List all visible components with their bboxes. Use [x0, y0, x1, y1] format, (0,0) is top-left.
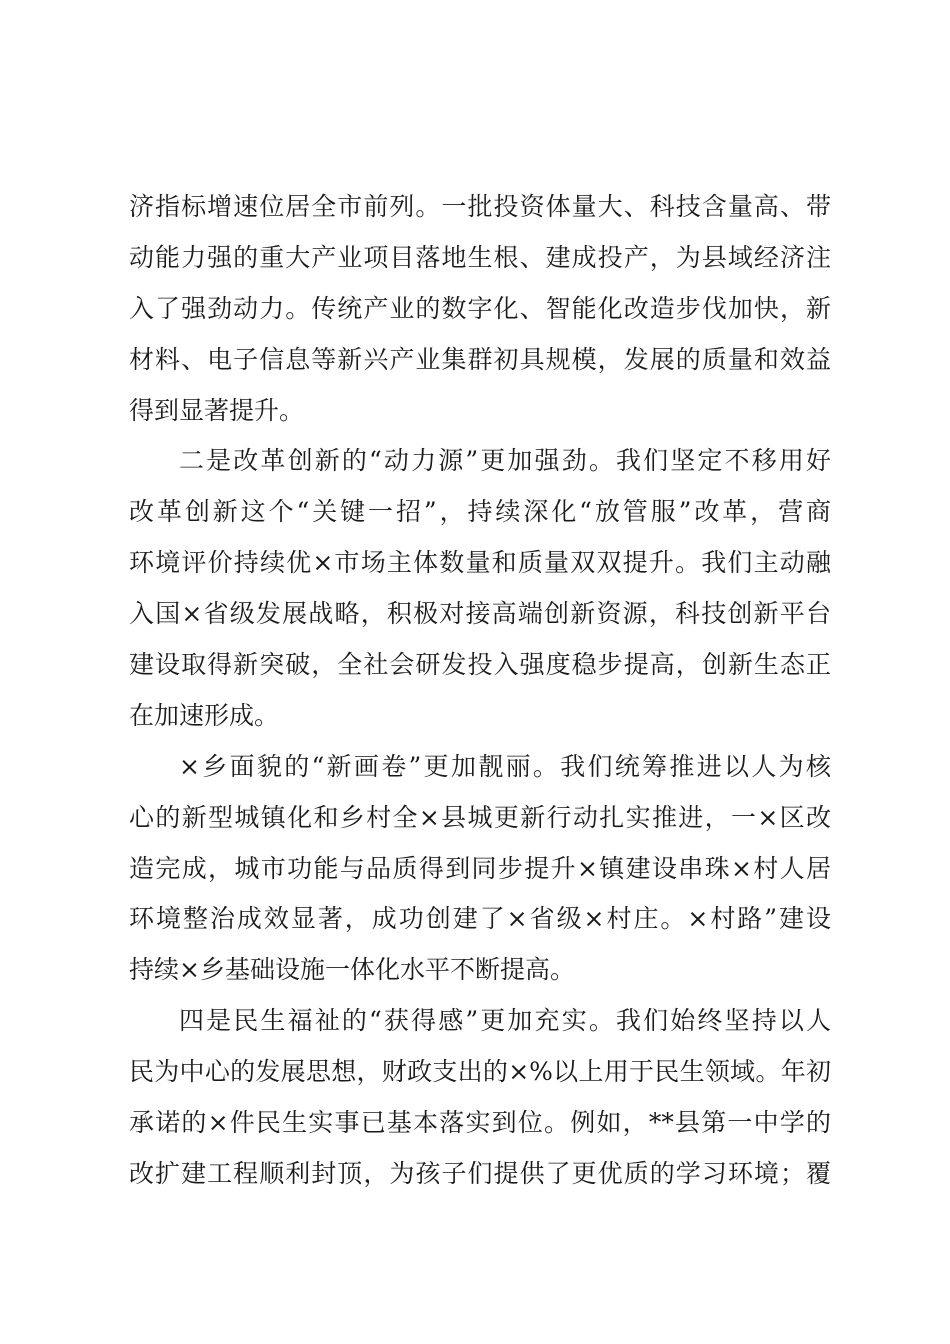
text-line: 材料、电子信息等新兴产业集群初具规模，发展的质量和效益 — [129, 344, 831, 374]
paragraph-start-line: ×乡面貌的“新画卷”更加靓丽。我们统筹推进以人为核 — [179, 751, 831, 781]
text-line: 改革创新这个“关键一招”，持续深化“放管服”改革，营商 — [129, 497, 831, 527]
body-text — [129, 182, 831, 1200]
text-line: 入了强劲动力。传统产业的数字化、智能化改造步伐加快，新 — [129, 293, 831, 323]
text-line: 承诺的×件民生实事已基本落实到位。例如，**县第一中学的 — [129, 1108, 831, 1138]
text-line: 济指标增速位居全市前列。一批投资体量大、科技含量高、带 — [129, 192, 831, 221]
paragraph-start-line: 四是民生福祉的“获得感”更加充实。我们始终坚持以人 — [179, 1006, 831, 1036]
text-line: 环境评价持续优×市场主体数量和质量双双提升。我们主动融 — [129, 548, 831, 578]
text-line: 造完成，城市功能与品质得到同步提升×镇建设串珠×村人居 — [129, 853, 831, 883]
text-line: 得到显著提升。 — [129, 395, 305, 425]
text-line: 环境整治成效显著，成功创建了×省级×村庄。×村路”建设 — [129, 904, 831, 934]
text-line: 改扩建工程顺利封顶，为孩子们提供了更优质的学习环境；覆 — [129, 1158, 831, 1188]
text-line: 建设取得新突破，全社会研发投入强度稳步提高，创新生态正 — [129, 650, 831, 680]
text-line: 心的新型城镇化和乡村全×县城更新行动扎实推进，一×区改 — [129, 802, 831, 832]
text-line: 持续×乡基础设施一体化水平不断提高。 — [129, 955, 575, 985]
paragraph-start-line: 二是改革创新的“动力源”更加强劲。我们坚定不移用好 — [179, 446, 831, 476]
text-line: 在加速形成。 — [129, 700, 280, 730]
text-line: 动能力强的重大产业项目落地生根、建成投产，为县域经济注 — [129, 242, 831, 272]
text-line: 民为中心的发展思想，财政支出的×%以上用于民生领域。年初 — [129, 1057, 831, 1087]
text-line: 入国×省级发展战略，积极对接高端创新资源，科技创新平台 — [129, 599, 831, 629]
